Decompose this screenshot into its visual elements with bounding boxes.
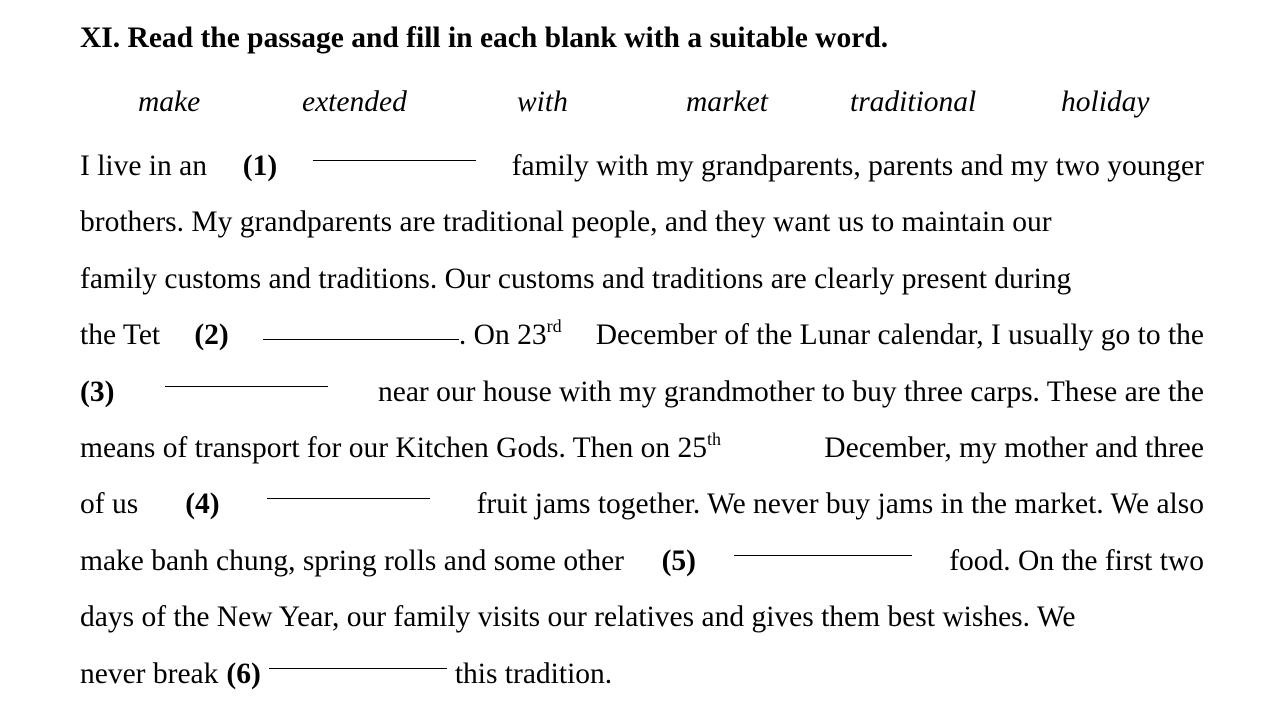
ordinal-suffix: rd: [546, 316, 562, 337]
passage-text: food. On the first two: [949, 544, 1204, 577]
blank-6[interactable]: [269, 642, 447, 669]
blank-number-2: (2): [194, 319, 229, 352]
passage-line: [80, 307, 1204, 363]
passage-text: means of transport for our Kitchen Gods. Then on 25: [80, 431, 708, 464]
word-bank-item-market: market: [686, 86, 768, 118]
passage-line: [80, 420, 1204, 476]
blank-number-5: (5): [661, 544, 696, 577]
passage-text: days of the New Year, our family visits our relatives and gives them best wishes. We: [80, 601, 1076, 634]
passage: [80, 138, 1204, 702]
passage-line: [80, 589, 1204, 645]
blank-2[interactable]: [263, 313, 459, 340]
blank-5[interactable]: [734, 529, 912, 556]
passage-text-group: [80, 420, 721, 476]
passage-text-group: [263, 307, 562, 363]
ordinal-suffix: th: [707, 428, 722, 449]
passage-text: make banh chung, spring rolls and some other: [80, 544, 624, 577]
passage-line: [80, 476, 1204, 532]
blank-3[interactable]: [165, 360, 328, 387]
blank-4[interactable]: [267, 472, 430, 499]
passage-text: I live in an: [80, 150, 207, 182]
passage-text: this tradition.: [454, 657, 613, 690]
passage-text: the Tet: [80, 319, 161, 352]
passage-line: [80, 646, 1204, 702]
word-bank-item-traditional: traditional: [850, 86, 977, 118]
blank-number-1: (1): [242, 150, 278, 182]
word-bank-item-extended: extended: [302, 86, 407, 118]
passage-text: brothers. My grandparents are traditional people, and they want us to maintain our: [80, 206, 1052, 239]
passage-text: . On 23: [458, 319, 547, 352]
passage-text: of us: [80, 488, 139, 521]
passage-text: family customs and traditions. Our customs and traditions are clearly present during: [80, 262, 1072, 295]
word-bank: [80, 84, 1204, 120]
blank-number-4: (4): [185, 488, 220, 521]
passage-text: family with my grandparents, parents and my two younger: [511, 150, 1204, 182]
blank-1[interactable]: [313, 134, 476, 161]
passage-line: [80, 251, 1204, 307]
passage-line: [80, 364, 1204, 420]
passage-line: [80, 138, 1204, 194]
word-bank-item-with: with: [517, 86, 568, 118]
blank-number-6: (6): [226, 657, 261, 690]
passage-line: [80, 533, 1204, 589]
exercise-heading: XI. Read the passage and fill in each blank with a suitable word.: [80, 22, 889, 54]
word-bank-item-make: make: [138, 86, 201, 118]
passage-text: fruit jams together. We never buy jams in the market. We also: [476, 488, 1204, 521]
passage-text: never break: [80, 657, 219, 690]
passage-line: [80, 194, 1204, 250]
word-bank-item-holiday: holiday: [1061, 86, 1150, 118]
passage-text: December of the Lunar calendar, I usually go to the: [595, 319, 1204, 352]
passage-text: December, my mother and three: [824, 431, 1204, 464]
blank-number-3: (3): [80, 375, 115, 408]
passage-text: near our house with my grandmother to buy three carps. These are the: [378, 375, 1204, 408]
